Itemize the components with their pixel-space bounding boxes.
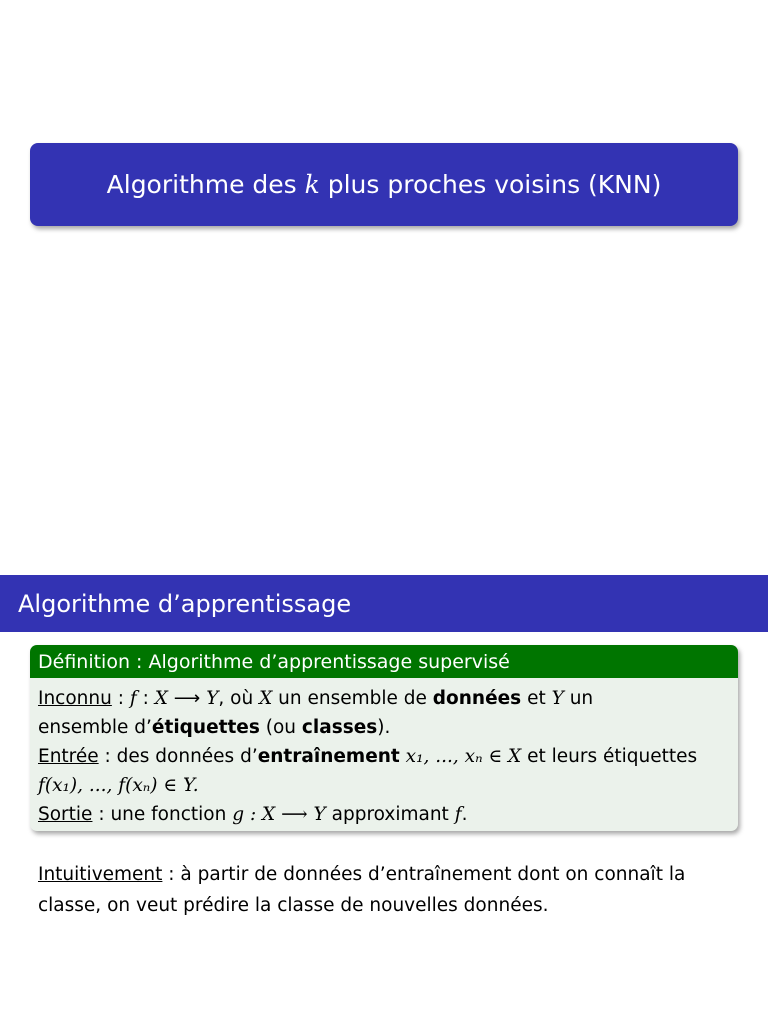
inconnu-label: Inconnu: [38, 688, 112, 709]
math-f: f: [129, 688, 137, 709]
title-math-k: k: [304, 170, 320, 199]
entree-label: Entrée: [38, 746, 99, 767]
intuition-line-1: [38, 859, 738, 890]
entree-sep: :: [98, 746, 117, 767]
sortie-end: .: [461, 804, 468, 825]
sortie-label: Sortie: [38, 804, 93, 825]
intuition-text-1: à partir de données d’entraînement dont on connaît la: [180, 864, 686, 885]
intuition-label: Intuitivement: [38, 864, 163, 885]
entree-text: des données d’: [116, 746, 258, 767]
inconnu-line2-text: ensemble d’: [38, 717, 152, 738]
sortie-text-2: approximant: [325, 804, 455, 825]
entree-text-2: et leurs étiquettes: [521, 746, 698, 767]
inconnu-end: ).: [377, 717, 391, 738]
content-slide: [0, 575, 768, 1007]
math-inputs: x₁, ..., xₙ ∈ X: [399, 746, 522, 767]
frame-title-bar: [0, 575, 768, 632]
inconnu-ou: , où: [218, 688, 260, 709]
frame-title: Algorithme d’apprentissage: [18, 589, 352, 618]
math-function-g: g : X ⟶ Y: [232, 804, 326, 825]
inconnu-sep: :: [111, 688, 130, 709]
intuition-sep: :: [162, 864, 181, 885]
inconnu-line-2: [38, 713, 730, 742]
title-slide: [0, 0, 768, 432]
intuition-paragraph: [38, 859, 738, 921]
math-labels: f(x₁), ..., f(xₙ) ∈ Y.: [38, 775, 199, 796]
arrow-symbol: ⟶: [167, 688, 207, 709]
definition-header: [30, 645, 738, 678]
slide-title: [107, 172, 662, 197]
inconnu-colon: :: [136, 688, 155, 709]
intuition-line-2: classe, on veut prédire la classe de nouvelles données.: [38, 895, 549, 916]
term-donnees: données: [432, 688, 522, 709]
sortie-text: une fonction: [110, 804, 233, 825]
inconnu-text: un ensemble de: [272, 688, 433, 709]
math-X: X: [154, 688, 168, 709]
term-classes: classes: [301, 717, 378, 738]
title-text-start: Algorithme des: [106, 170, 305, 199]
math-Y: Y: [206, 688, 219, 709]
term-entrainement: entraînement: [257, 746, 400, 767]
entree-line-2: [38, 771, 730, 800]
inconnu-un: un: [563, 688, 594, 709]
definition-heading: Définition : Algorithme d’apprentissage supervisé: [38, 650, 510, 673]
definition-body: [30, 678, 738, 829]
inconnu-line-1: [38, 684, 730, 713]
math-Y-2: Y: [551, 688, 564, 709]
math-X-2: X: [259, 688, 273, 709]
sortie-line: [38, 800, 730, 829]
inconnu-et: et: [521, 688, 552, 709]
entree-line-1: [38, 742, 730, 771]
sortie-sep: :: [92, 804, 111, 825]
definition-block: [30, 645, 738, 831]
term-etiquettes: étiquettes: [151, 717, 260, 738]
math-f-2: f: [454, 804, 462, 825]
inconnu-ou-2: (ou: [259, 717, 302, 738]
title-block: [30, 143, 738, 226]
title-text-end: plus proches voisins (KNN): [319, 170, 662, 199]
